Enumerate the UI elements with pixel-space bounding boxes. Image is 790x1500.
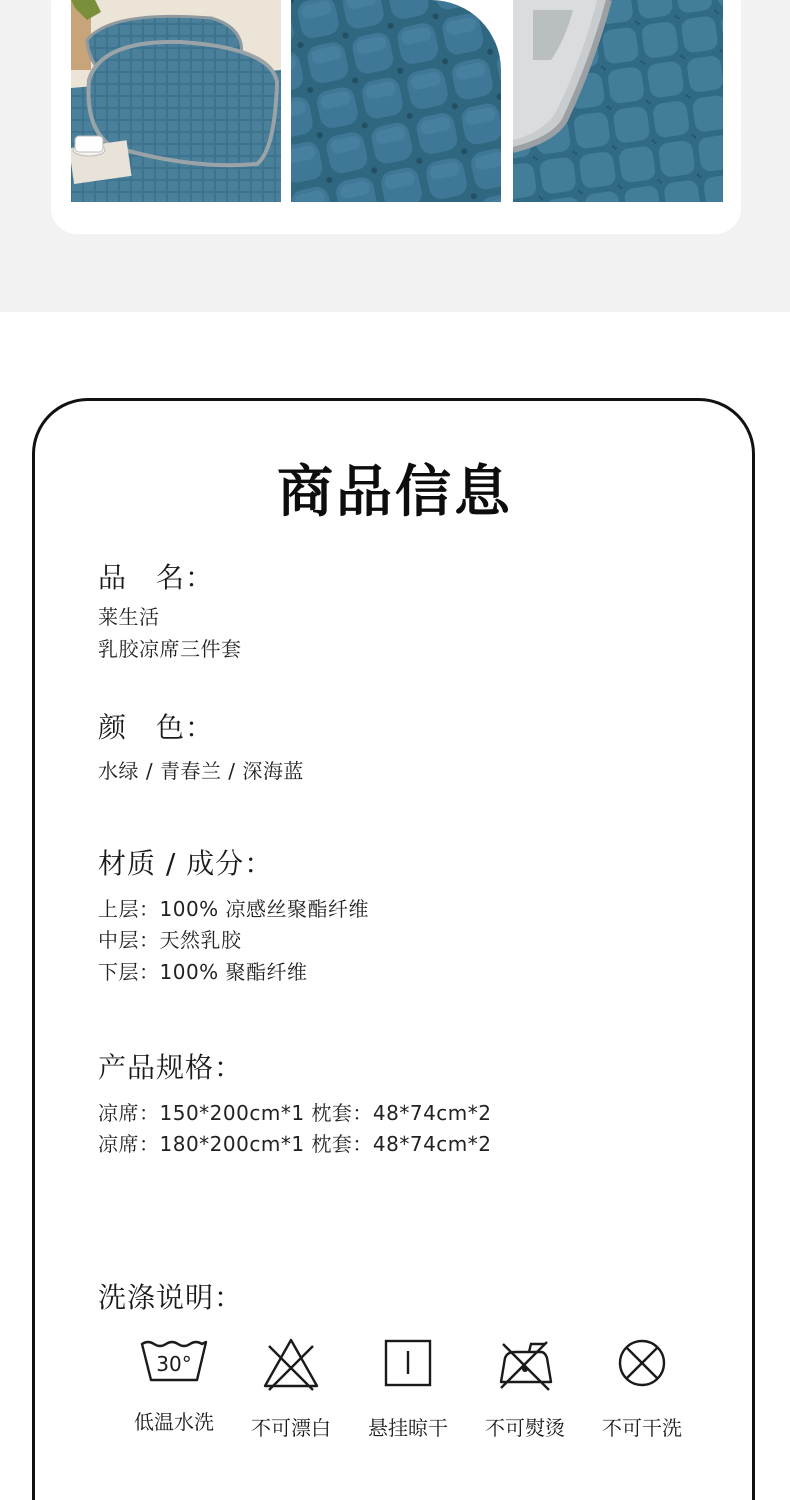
- product-material-label: 材质 / 成分：: [98, 847, 274, 880]
- care-label: 低温水洗: [134, 1410, 214, 1434]
- product-material-line: 下层：100% 聚酯纤维: [98, 960, 308, 984]
- care-item-line-dry: [353, 1336, 463, 1441]
- product-info-title: 商品信息: [277, 460, 513, 525]
- care-label: 悬挂晾干: [368, 1416, 448, 1440]
- quilted-surface-closeup: [291, 0, 501, 202]
- product-spec-label: 产品规格：: [98, 1051, 244, 1084]
- care-label: 不可漂白: [251, 1416, 331, 1440]
- no-iron-icon: [495, 1336, 555, 1392]
- care-item-no-dry-clean: [587, 1336, 697, 1441]
- product-name-line: 莱生活: [98, 605, 160, 629]
- product-color-label: 颜 色：: [98, 711, 215, 744]
- care-item-no-bleach: [236, 1336, 346, 1441]
- product-name-line: 乳胶凉席三件套: [98, 637, 242, 661]
- care-item-wash: [119, 1336, 229, 1435]
- wash-instructions-label: 洗涤说明：: [98, 1281, 244, 1314]
- product-name-label: 品 名：: [98, 561, 215, 594]
- care-label: 不可干洗: [602, 1416, 682, 1440]
- product-spec-line: 凉席：180*200cm*1 枕套：48*74cm*2: [98, 1132, 492, 1156]
- line-dry-icon: [380, 1336, 436, 1392]
- product-material-line: 上层：100% 凉感丝聚酯纤维: [98, 897, 370, 921]
- wash-30-icon: [139, 1336, 209, 1386]
- product-spec-line: 凉席：150*200cm*1 枕套：48*74cm*2: [98, 1101, 492, 1125]
- no-dry-clean-icon: [614, 1336, 670, 1392]
- care-label: 不可熨烫: [485, 1416, 565, 1440]
- product-material-line: 中层：天然乳胶: [98, 928, 242, 952]
- care-item-no-iron: [470, 1336, 580, 1441]
- pillow-and-mat-photo: [71, 0, 281, 202]
- wash-temp-label: 30°: [156, 1352, 192, 1376]
- no-bleach-icon: [261, 1336, 321, 1392]
- mat-layer-closeup: [513, 0, 723, 202]
- product-color-line: 水绿 / 青春兰 / 深海蓝: [98, 759, 304, 783]
- gallery-band: [0, 0, 790, 312]
